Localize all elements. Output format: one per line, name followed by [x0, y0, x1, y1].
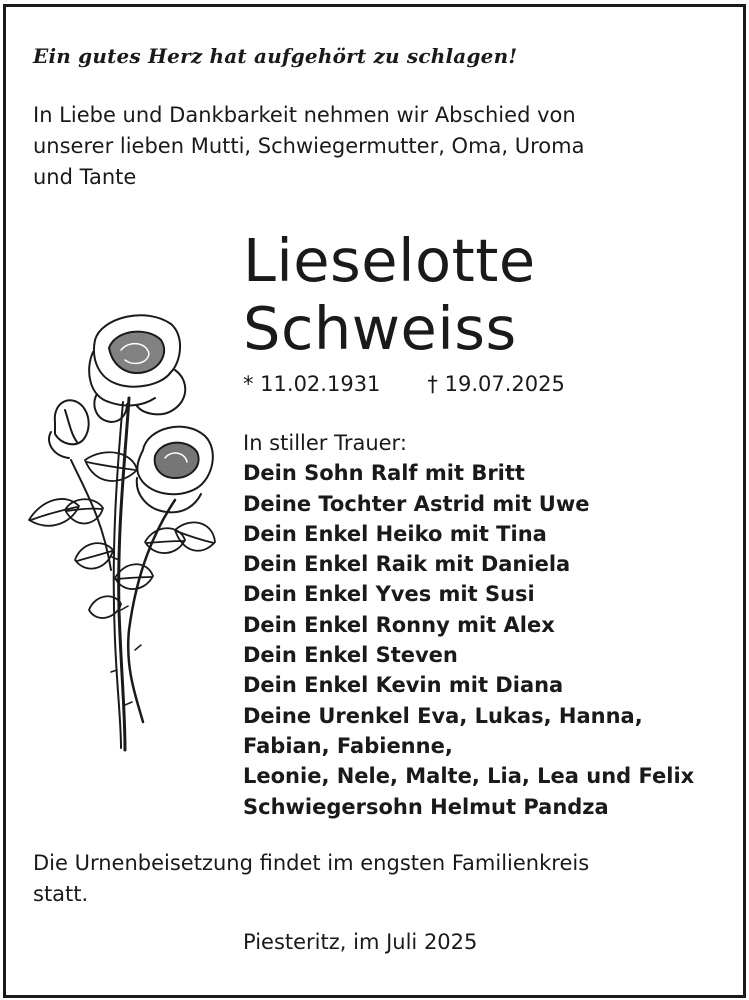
burial-line: statt.: [33, 882, 89, 906]
mourner-line: Deine Tochter Astrid mit Uwe: [243, 491, 590, 516]
death-date: † 19.07.2025: [427, 372, 565, 396]
mourner-line: Schwiegersohn Helmut Pandza: [243, 794, 609, 819]
deceased-name: [243, 227, 536, 363]
mourner-line: Leonie, Nele, Malte, Lia, Lea und Felix: [243, 764, 695, 789]
burial-line: Die Urnenbeisetzung findet im engsten Familienkreis: [33, 851, 590, 875]
intro-line: In Liebe und Dankbarkeit nehmen wir Abschied von: [33, 103, 576, 127]
headline: Ein gutes Herz hat aufgehört zu schlagen!: [33, 44, 518, 68]
first-name: Lieselotte: [243, 226, 536, 295]
intro-line: unserer lieben Mutti, Schwiegermutter, Oma, Uroma: [33, 134, 585, 158]
mourners-block: [243, 428, 694, 822]
mourner-line: Dein Enkel Steven: [243, 643, 458, 668]
mourner-line: Fabian, Fabienne,: [243, 733, 453, 758]
mourners-label: In stiller Trauer:: [243, 431, 407, 455]
place-date: Piesteritz, im Juli 2025: [243, 930, 478, 954]
mourner-line: Deine Urenkel Eva, Lukas, Hanna,: [243, 703, 643, 728]
mourner-line: Dein Enkel Ronny mit Alex: [243, 612, 555, 637]
mourner-line: Dein Enkel Yves mit Susi: [243, 582, 535, 607]
intro-text: [33, 100, 713, 193]
mourner-line: Dein Enkel Kevin mit Diana: [243, 673, 564, 698]
rose-illustration: [25, 310, 225, 755]
life-dates: [243, 372, 565, 396]
mourners-list: [243, 458, 694, 822]
mourner-line: Dein Enkel Heiko mit Tina: [243, 521, 547, 546]
mourner-line: Dein Sohn Ralf mit Britt: [243, 461, 525, 486]
birth-date: * 11.02.1931: [243, 372, 381, 396]
burial-notice: [33, 848, 713, 910]
last-name: Schweiss: [243, 294, 517, 363]
intro-line: und Tante: [33, 165, 137, 189]
mourner-line: Dein Enkel Raik mit Daniela: [243, 552, 571, 577]
